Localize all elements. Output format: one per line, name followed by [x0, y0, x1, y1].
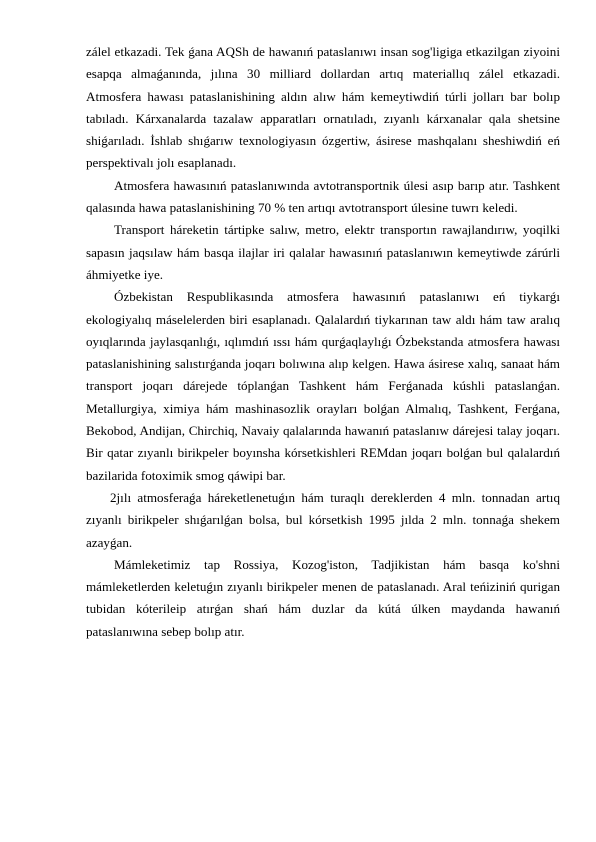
document-page — [86, 41, 560, 643]
paragraph-intro-continuation: zálel etkazadi. Tek ǵana AQSh de hawanıń pataslanıwı insan sog'ligiga etkazilgan ziyoini esapqa almaǵanında, jılına 30 milliard dollardan artıq materiallıq zálel etkazadi. Atmosfera hawası pataslanishining aldın alıw hám kemeytiwdiń túrli jolları bar bolıp tabıladı. Kárxanalarda tazalaw apparatları ornatıladı, zıyanlı kárxanalar qala shetsine shiǵarıladı. İshlab shıǵarıw texnologiyasın ózgertiw, ásirese mashqalanı sheshiwdiń eń perspektivalı jolı esaplanadı. — [86, 44, 560, 171]
paragraph-emission-statistics: 2jılı atmosferaǵa háreketlenetuǵın hám turaqlı dereklerden 4 mln. tonnadan artıq zıyanlı birikpeler shıǵarılǵan bolsa, bul kórsetkish 1995 jılda 2 mln. tonnaǵa shekem azayǵan. — [86, 489, 560, 550]
paragraph-uzbekistan-pollution: Ózbekistan Respublikasında atmosfera hawasınıń pataslanıwı eń tiykarǵı ekologiyalıq máselelerden biri esaplanadı. Qalalardıń tiykarınan taw aldı hám taw aralıq oyıqlarında jaylasqanlıǵı, ıqlımdıń ıssı hám qurǵaqlaylıǵı Ózbekstanda atmosfera hawası pataslanishining salıstırǵanda joqarı bolıwına alıp kelgen. Hawa ásirese xalıq, sanaat hám transport joqarı dárejede tóplanǵan Tashkent hám Ferǵanada kúshli pataslanǵan. Metallurgiya, ximiya hám mashinasozlik orayları bolǵan Almalıq, Tashkent, Ferǵana, Bekobod, Andijan, Chirchiq, Navaiy qalalarında hawanıń pataslanıw dárejesi talay joqarı. Bir qatar zıyanlı birikpeler boyınsha kórsetkishleri REMdan joqarı bolǵan bul qalalardıń bazilarida fotoximik smog qáwipi bar. — [86, 289, 560, 483]
paragraph-neighbor-countries: Mámleketimiz tap Rossiya, Kozog'iston, Tadjikistan hám basqa ko'shni mámleketlerden keletuǵın zıyanlı birikpeler menen de pataslanadı. Aral teńiziniń qurigan tubidan kóterileip atırǵan shań hám duzlar da kútá úlken maydanda hawanıń pataslanıwına sebep bolıp atır. — [86, 556, 560, 639]
paragraph-avtotransport: Atmosfera hawasınıń pataslanıwında avtotransportnik úlesi asıp barıp atır. Tashkent qalasında hawa pataslanishining 70 % ten artıqı avtotransport úlesine tuwrı keledi. — [86, 177, 560, 216]
paragraph-transport-measures: Transport háreketin tártipke salıw, metro, elektr transportın rawajlandırıw, yoqilki sapasın jaqsılaw hám basqa ilajlar iri qalalar hawasınıń pataslanıwın kemeytiwde zárúrli áhmiyetke iye. — [86, 222, 560, 282]
